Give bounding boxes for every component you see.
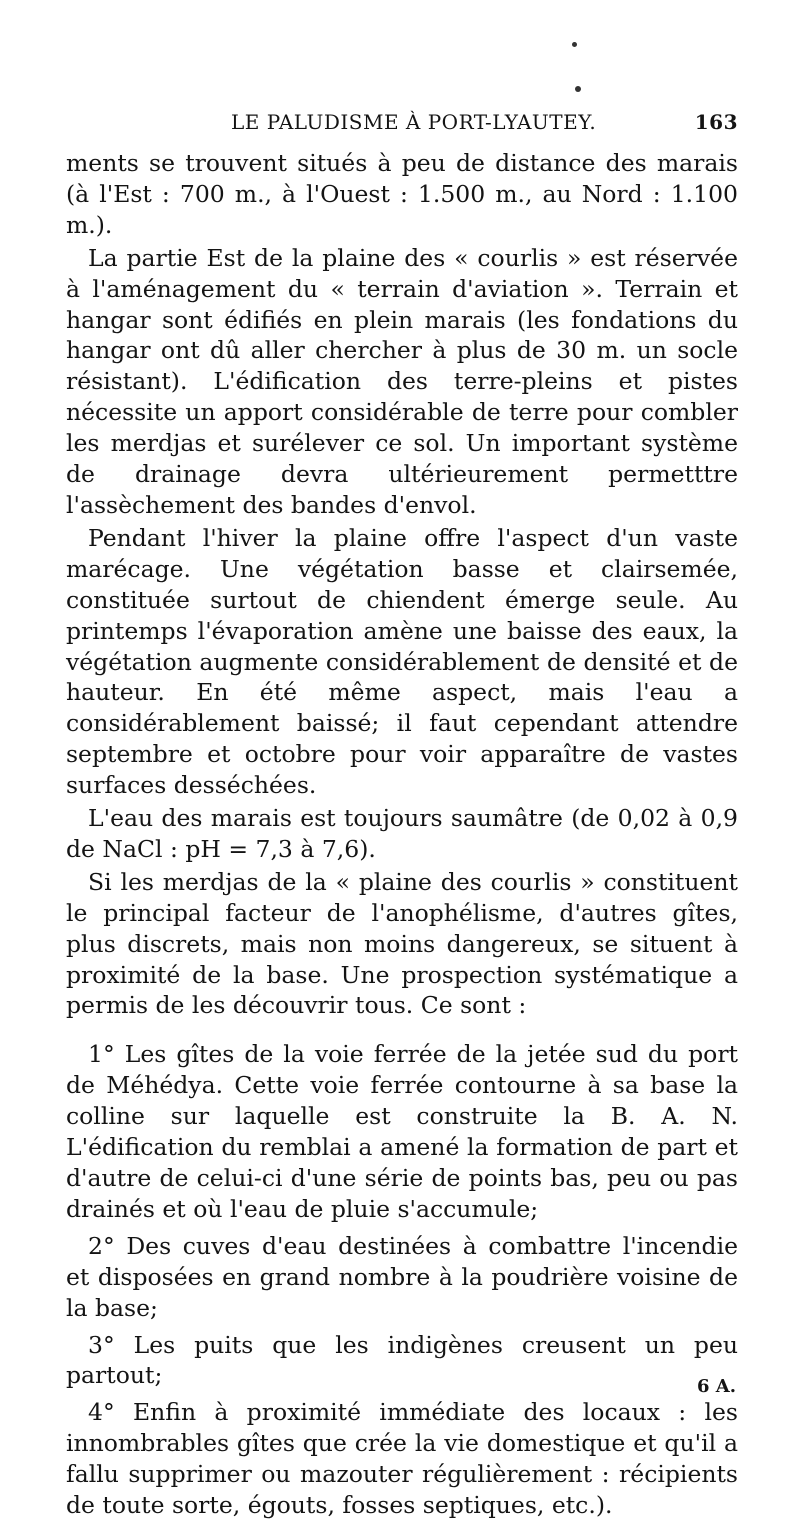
body-text [66, 148, 738, 1527]
signature-mark: 6 A. [696, 1376, 736, 1397]
paragraph: La partie Est de la plaine des « courlis » est réservée à l'aménagement du « terrain d'aviation ». Terrain et hangar sont édifiés en plein marais (les fondations du hangar ont dû aller chercher à plus de 30 m. un socle résistant). L'édification des terre-pleins et pistes nécessite un apport considérable de terre pour combler les merdjas et surélever ce sol. Un important système de drainage devra ultérieurement permetttre l'assèchement des bandes d'envol. [66, 243, 738, 519]
ink-speck [572, 42, 577, 47]
paragraph: Pendant l'hiver la plaine offre l'aspect d'un vaste marécage. Une végétation basse et clairsemée, constituée surtout de chiendent émerge seule. Au printemps l'évaporation amène une baisse des eaux, la végétation augmente considérablement de densité et de hauteur. En été même aspect, mais l'eau a considérablement baissé; il faut cependant attendre septembre et octobre pour voir apparaître de vastes surfaces desséchées. [66, 523, 738, 800]
list-item: 2° Des cuves d'eau destinées à combattre l'incendie et disposées en grand nombre à la poudrière voisine de la base; [66, 1231, 738, 1322]
list-item: 4° Enfin à proximité immédiate des locaux : les innombrables gîtes que crée la vie domestique et qu'il a fallu supprimer ou mazouter régulièrement : récipients de toute sorte, égouts, fosses septiques, etc.). [66, 1398, 738, 1520]
paragraph: L'eau des marais est toujours saumâtre (de 0,02 à 0,9 de NaCl : pH = 7,3 à 7,6). [66, 804, 738, 863]
list-item: 3° Les puits que les indigènes creusent un peu partout; [66, 1330, 738, 1390]
paragraph: Si les merdjas de la « plaine des courlis » constituent le principal facteur de l'anophélisme, d'autres gîtes, plus discrets, mais non moins dangereux, se situent à proximité de la base. Une prospection systématique a permis de les découvrir tous. Ce sont : [66, 867, 738, 1020]
page-number: 163 [694, 110, 738, 134]
list-item: 1° Les gîtes de la voie ferrée de la jetée sud du port de Méhédya. Cette voie ferrée contourne à sa base la colline sur laquelle est construite la B. A. N. L'édification du remblai a amené la formation de part et d'autre de celui-ci d'une série de points bas, peu ou pas drainés et où l'eau de pluie s'accumule; [66, 1040, 738, 1223]
running-title: LE PALUDISME À PORT-LYAUTEY. [231, 110, 597, 134]
ink-speck [575, 86, 581, 92]
paragraph: ments se trouvent situés à peu de distance des marais (à l'Est : 700 m., à l'Ouest : 1.500 m., au Nord : 1.100 m.). [66, 149, 738, 239]
running-header [66, 110, 738, 140]
spacer [66, 1023, 738, 1039]
